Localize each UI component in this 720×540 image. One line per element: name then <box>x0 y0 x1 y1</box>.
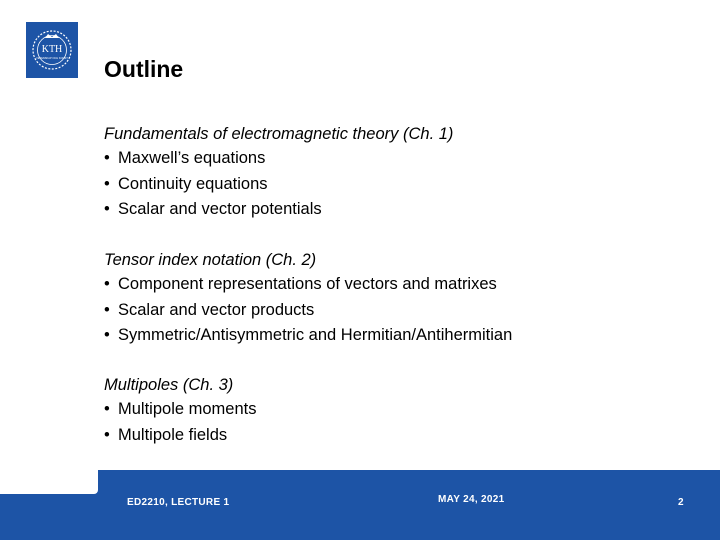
list-item: • Scalar and vector potentials <box>104 197 322 223</box>
list-item: • Multipole moments <box>104 397 256 423</box>
section-heading-fundamentals: Fundamentals of electromagnetic theory (Ch. 1) <box>104 125 454 143</box>
footer-date: MAY 24, 2021 <box>438 494 505 505</box>
list-item: • Continuity equations <box>104 172 322 198</box>
list-item: • Maxwell’s equations <box>104 146 322 172</box>
list-item: • Component representations of vectors and matrixes <box>104 272 512 298</box>
kth-logo <box>26 22 78 78</box>
bullet-list-multipoles <box>104 397 256 448</box>
section-heading-tensor: Tensor index notation (Ch. 2) <box>104 251 317 269</box>
bullet-list-fundamentals <box>104 146 322 223</box>
kth-emblem-icon <box>26 22 78 78</box>
footer-band <box>0 470 720 540</box>
list-item: • Scalar and vector products <box>104 298 512 324</box>
logo-subtext: VETENSKAP OCH KONST <box>36 57 68 60</box>
slide-title: Outline <box>104 56 184 82</box>
list-item: • Symmetric/Antisymmetric and Hermitian/Antihermitian <box>104 323 512 349</box>
bullet-list-tensor <box>104 272 512 349</box>
footer-notch <box>0 470 98 494</box>
footer-course: ED2210, LECTURE 1 <box>127 497 230 508</box>
section-heading-multipoles: Multipoles (Ch. 3) <box>104 376 234 394</box>
page-number: 2 <box>678 497 684 508</box>
list-item: • Multipole fields <box>104 423 256 449</box>
logo-text: KTH <box>41 44 63 55</box>
